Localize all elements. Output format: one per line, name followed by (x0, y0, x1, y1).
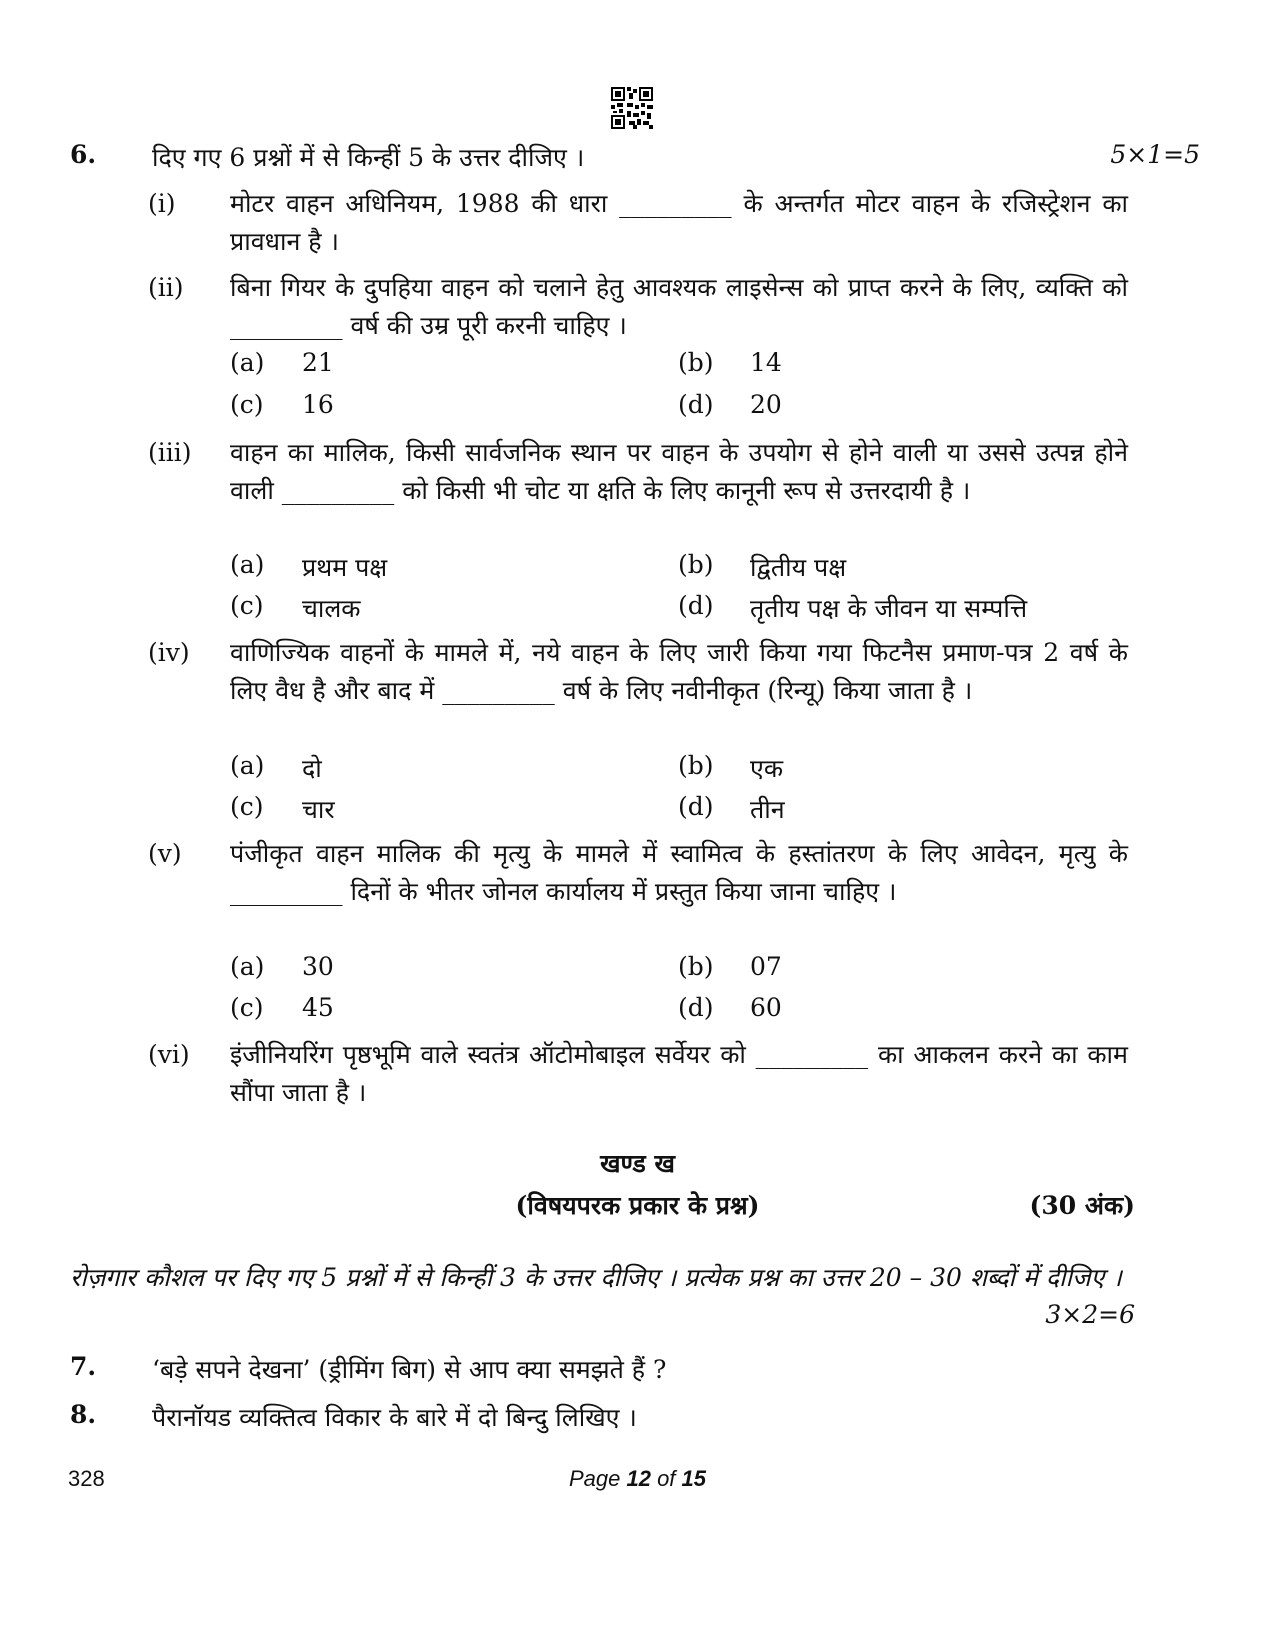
option-label: (c) (230, 792, 264, 821)
option-label: (d) (678, 591, 714, 620)
option-label: (c) (230, 591, 264, 620)
page-mid: of (650, 1466, 682, 1491)
sub-question-text: मोटर वाहन अधिनियम, 1988 की धारा _________ के अन्तर्गत मोटर वाहन के रजिस्ट्रेशन का प्रावधान है । (230, 189, 1128, 256)
option-text: एक (750, 754, 784, 783)
question-number: 8. (70, 1400, 97, 1429)
sub-question-text: वाणिज्यिक वाहनों के मामले में, नये वाहन के लिए जारी किया गया फिटनैस प्रमाण-पत्र 2 वर्ष के लिए वैध है और बाद में _________ वर्ष के लिए नवीनीकृत (रिन्यू) किया जाता है । (230, 638, 1128, 705)
paper-code: 328 (68, 1466, 105, 1491)
question-number: 7. (70, 1352, 97, 1381)
option-label: (a) (230, 751, 265, 780)
option-text: प्रथम पक्ष (302, 553, 388, 582)
option-text: द्वितीय पक्ष (750, 553, 847, 582)
option-label: (d) (678, 390, 714, 419)
question-text: पैरानॉयड व्यक्तित्व विकार के बारे में दो बिन्दु लिखिए । (152, 1403, 637, 1432)
qr-code-icon (611, 87, 653, 129)
instruction-marks: 3×2=6 (1045, 1300, 1135, 1329)
sub-question-i (148, 185, 1128, 265)
question-marks: 5×1=5 (1110, 140, 1200, 169)
page-total: 15 (681, 1466, 707, 1491)
sub-question-label: (ii) (148, 273, 184, 302)
sub-question-label: (iv) (148, 638, 190, 667)
section-title: खण्ड ख (600, 1149, 675, 1178)
option-text: 16 (302, 390, 334, 419)
option-text: 60 (750, 993, 782, 1022)
sub-question-text: इंजीनियरिंग पृष्ठभूमि वाले स्वतंत्र ऑटोमोबाइल सर्वेयर को _________ का आकलन करने का काम सौंपा जाता है । (230, 1040, 1128, 1107)
option-text: चार (302, 795, 335, 824)
option-label: (b) (678, 952, 714, 981)
option-text: चालक (302, 594, 361, 623)
sub-question-iii (148, 434, 1128, 552)
option-label: (d) (678, 993, 714, 1022)
sub-question-label: (i) (148, 189, 176, 218)
page-prefix: Page (568, 1466, 627, 1491)
instruction-text: रोज़गार कौशल पर दिए गए 5 प्रश्नों में से किन्हीं 3 के उत्तर दीजिए । प्रत्येक प्रश्न का उत्तर 20 – 30 शब्दों में दीजिए । (70, 1263, 1122, 1292)
section-marks: (30 अंक) (1029, 1191, 1135, 1220)
sub-question-ii (148, 269, 1128, 349)
option-text: 07 (750, 952, 782, 981)
option-text: 30 (302, 952, 334, 981)
option-label: (b) (678, 348, 714, 377)
page-number (0, 1466, 1275, 1492)
option-text: दो (302, 754, 322, 783)
sub-question-vi (148, 1036, 1128, 1116)
sub-question-label: (vi) (148, 1040, 190, 1069)
option-label: (d) (678, 792, 714, 821)
page-current: 12 (626, 1466, 651, 1491)
sub-question-text: वाहन का मालिक, किसी सार्वजनिक स्थान पर वाहन के उपयोग से होने वाली या उससे उत्पन्न होने वाली _________ को किसी भी चोट या क्षति के लिए कानूनी रूप से उत्तरदायी है । (230, 438, 1128, 505)
sub-question-label: (v) (148, 839, 182, 868)
option-label: (a) (230, 348, 265, 377)
option-label: (c) (230, 993, 264, 1022)
option-label: (a) (230, 952, 265, 981)
option-text: तीन (750, 795, 785, 824)
sub-question-v (148, 835, 1128, 953)
question-text: ‘बड़े सपने देखना’ (ड्रीमिंग बिग) से आप क्या समझते हैं ? (152, 1355, 667, 1384)
sub-question-text: बिना गियर के दुपहिया वाहन को चलाने हेतु आवश्यक लाइसेन्स को प्राप्त करने के लिए, व्यक्ति को _________ वर्ष की उम्र पूरी करनी चाहिए । (230, 273, 1128, 340)
question-number: 6. (70, 140, 97, 169)
section-subtitle: (विषयपरक प्रकार के प्रश्न) (515, 1191, 760, 1220)
option-text: तृतीय पक्ष के जीवन या सम्पत्ति (750, 594, 1028, 623)
sub-question-label: (iii) (148, 438, 192, 467)
question-text: दिए गए 6 प्रश्नों में से किन्हीं 5 के उत्तर दीजिए । (152, 143, 585, 172)
option-label: (b) (678, 751, 714, 780)
option-text: 20 (750, 390, 782, 419)
sub-question-iv (148, 634, 1128, 752)
section-instruction (70, 1258, 1200, 1342)
option-label: (b) (678, 550, 714, 579)
option-text: 21 (302, 348, 334, 377)
sub-question-text: पंजीकृत वाहन मालिक की मृत्यु के मामले में स्वामित्व के हस्तांतरण के लिए आवेदन, मृत्यु के _________ दिनों के भीतर जोनल कार्यालय में प्रस्तुत किया जाना चाहिए । (230, 839, 1128, 906)
option-label: (a) (230, 550, 265, 579)
option-text: 45 (302, 993, 334, 1022)
option-text: 14 (750, 348, 782, 377)
option-label: (c) (230, 390, 264, 419)
